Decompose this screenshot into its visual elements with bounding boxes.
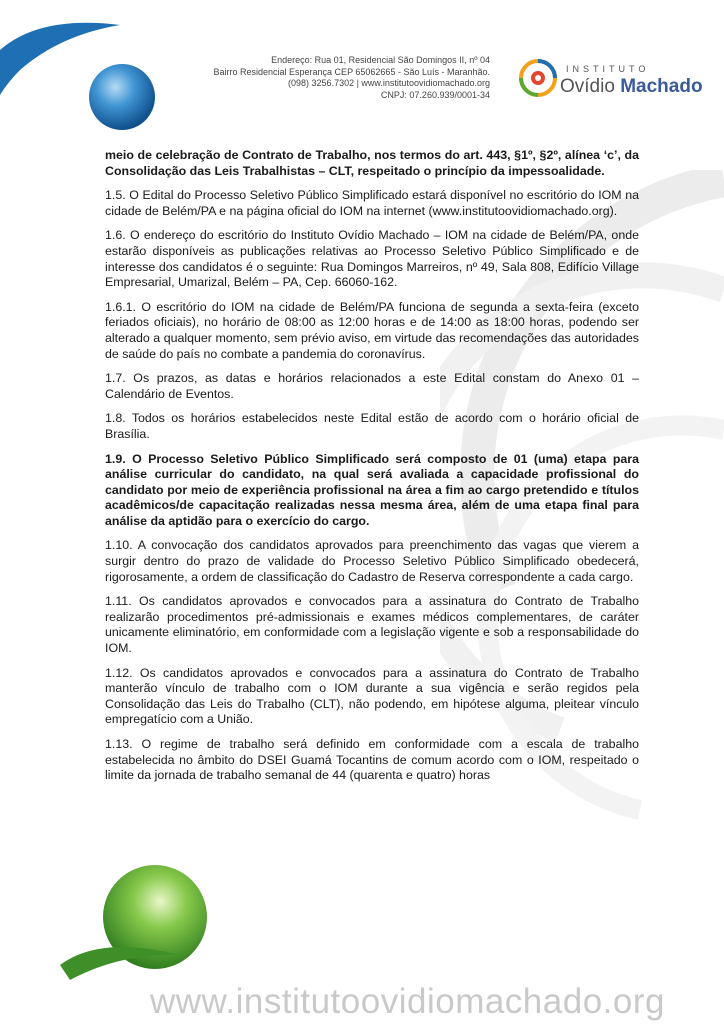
footer-website: www.institutoovidiomachado.org — [150, 982, 665, 1021]
paragraph-1-11: 1.11. Os candidatos aprovados e convocados para a assinatura do Contrato de Trabalho realizarão procedimentos pré-admissionais e exames médicos complementares, de caráter unicamente eliminatório, em conformidade com a legislação vigente e sob a responsabilidade do IOM. — [105, 594, 639, 656]
institute-logo — [516, 56, 703, 100]
paragraph-continuation: meio de celebração de Contrato de Trabalho, nos termos do art. 443, §1º, §2º, alínea ‘c’, da Consolidação das Leis Trabalhistas – CLT, respeitado o princípio da impessoalidade. — [105, 148, 639, 178]
header-address — [170, 55, 490, 101]
document-body — [105, 148, 639, 793]
logo-top-text: INSTITUTO — [566, 64, 650, 74]
paragraph-1-5: 1.5. O Edital do Processo Seletivo Público Simplificado estará disponível no escritório do IOM na cidade de Belém/PA e na página oficial do IOM na internet (www.institutoovidiomachado.org). — [105, 188, 639, 218]
contact-line: (098) 3256.7302 | www.institutoovidiomachado.org — [288, 78, 490, 88]
logo-name-last: Machado — [620, 76, 703, 97]
blue-swoosh-decoration — [0, 0, 160, 140]
paragraph-1-7: 1.7. Os prazos, as datas e horários relacionados a este Edital constam do Anexo 01 – Calendário de Eventos. — [105, 371, 639, 401]
logo-name — [560, 76, 703, 98]
address-line: Bairro Residencial Esperança CEP 65062665 - São Luís - Maranhão. — [213, 66, 490, 77]
cnpj-line: CNPJ: 07.260.939/0001-34 — [380, 89, 490, 100]
paragraph-1-6-1: 1.6.1. O escritório do IOM na cidade de Belém/PA funciona de segunda a sexta-feira (exceto feriados oficiais), no horário de 08:00 as 12:00 horas e de 14:00 as 18:00 horas, podendo ser alterado a qualquer momento, sem prévio aviso, em virtude das recomendações das autoridades de saúde do país no combate a pandemia do coronavírus. — [105, 299, 639, 361]
address-line: Endereço: Rua 01, Residencial São Domingos II, nº 04 — [271, 55, 490, 65]
paragraph-1-12: 1.12. Os candidatos aprovados e convocados para a assinatura do Contrato de Trabalho manterão vínculo de trabalho com o IOM durante a sua vigência e serão regidos pela Consolidação das Leis do Trabalho (CLT), não podendo, em hipótese alguma, pleitear vínculo empregatício com a União. — [105, 665, 639, 727]
paragraph-1-13: 1.13. O regime de trabalho será definido em conformidade com a escala de trabalho estabelecida no âmbito do DSEI Guamá Tocantins de comum acordo com o IOM, respeitado o limite da jornada de trabalho semanal de 44 (quarenta e quatro) horas — [105, 737, 639, 783]
logo-name-first: Ovídio — [560, 76, 615, 97]
paragraph-1-9: 1.9. O Processo Seletivo Público Simplificado será composto de 01 (uma) etapa para análise curricular do candidato, na qual será avaliada a capacidade profissional do candidato por meio de experiência profissional na área a fim ao cargo pretendido e títulos acadêmicos/de capacitação realizadas nessa mesma área, além de uma etapa final para análise da aptidão para o exercício do cargo. — [105, 451, 639, 528]
paragraph-1-10: 1.10. A convocação dos candidatos aprovados para preenchimento das vagas que vierem a surgir dentro do prazo de validade do Processo Seletivo Público Simplificado obedecerá, rigorosamente, a ordem de classificação do Cadastro de Reserva correspondente a cada cargo. — [105, 538, 639, 584]
logo-emblem-icon — [516, 56, 560, 100]
green-ball-decoration — [60, 855, 210, 985]
paragraph-1-6: 1.6. O endereço do escritório do Instituto Ovídio Machado – IOM na cidade de Belém/PA, onde estarão disponíveis as publicações relativas ao Processo Seletivo Público Simplificado e de interesse dos candidatos é o seguinte: Rua Domingos Marreiros, nº 49, Sala 808, Edifício Village Empresarial, Umarizal, Belém – PA, Cep. 66060-162. — [105, 228, 639, 290]
paragraph-1-8: 1.8. Todos os horários estabelecidos neste Edital estão de acordo com o horário oficial de Brasília. — [105, 411, 639, 441]
